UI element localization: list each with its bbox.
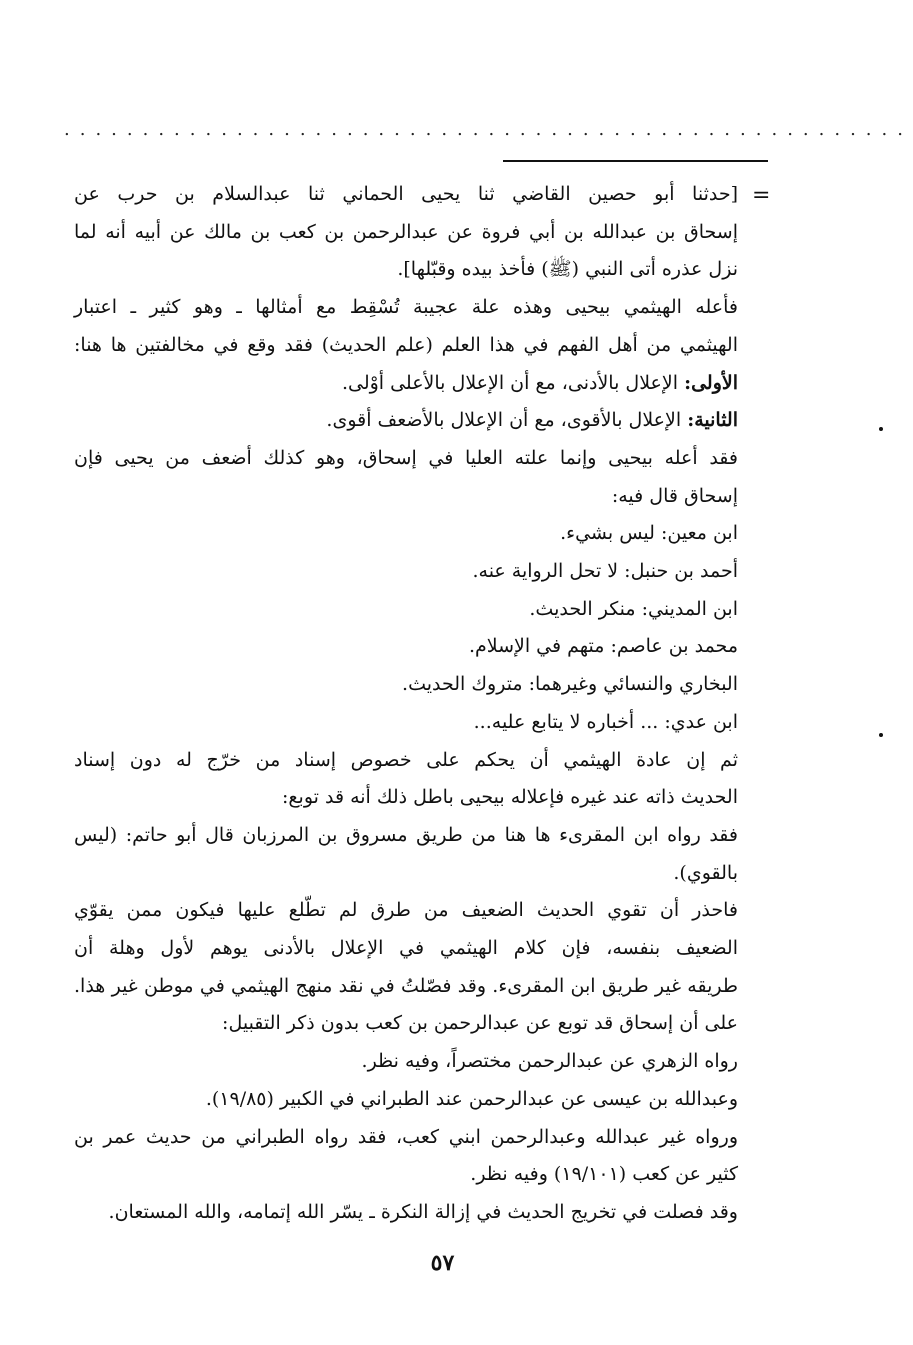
line-text: [حدثنا أبو حصين القاضي ثنا يحيى الحماني ثنا عبدالسلام بن حرب عن [74,183,738,205]
footnote-body [74,176,738,1232]
text-line [74,591,738,629]
line-text: فاحذر أن تقوي الحديث الضعيف من طرق لم تطّلع عليها فيكون ممن يقوّي [74,899,738,922]
line-text: فقد رواه ابن المقرىء ها هنا من طريق مسروق بن المرزبان قال أبو حاتم: (ليس [74,823,738,846]
text-line [74,515,738,553]
line-text: ابن معين: ليس بشيء. [560,522,738,545]
line-text: أحمد بن حنبل: لا تحل الرواية عنه. [472,560,738,583]
line-text: الضعيف بنفسه، فإن كلام الهيثمي في الإعلال بالأدنى يوهم لأول وهلة أن [74,937,738,960]
text-line [74,1005,738,1043]
line-text: إسحاق بن عبدالله بن أبي فروة عن عبدالرحمن بن كعب بن مالك عن أبيه أنه لما [74,220,738,243]
line-lead-label: الثانية: [687,409,738,432]
line-text: محمد بن عاصم: متهم في الإسلام. [468,635,738,658]
line-text: الحديث ذاته عند غيره فإعلاله بيحيى باطل ذلك أنه قد توبع: [282,786,738,809]
line-text: الإعلال بالأقوى، مع أن الإعلال بالأضعف أقوى. [326,409,688,432]
line-text: ابن المديني: منكر الحديث. [529,597,738,620]
line-text: ابن عدي: ... أخباره لا يتابع عليه... [473,710,738,733]
text-line [74,553,738,591]
line-text: ثم إن عادة الهيثمي أن يحكم على خصوص إسناد من خرّج له دون إسناد [74,748,738,771]
margin-dot-mark [879,427,883,431]
text-line [74,779,738,817]
text-line [74,1081,738,1119]
text-line [74,327,738,365]
text-line [74,289,738,327]
line-text: نزل عذره أتى النبي (ﷺ) فأخذ بيده وقبّلها]. [397,258,738,281]
dot-leader: ...................................................... [64,119,913,140]
text-line [74,930,738,968]
line-text: بالقوي). [673,861,738,884]
text-line [74,968,738,1006]
text-line [74,628,738,666]
page-number: ٥٧ [430,1250,455,1276]
text-line [74,1156,738,1194]
text-line [74,1043,738,1081]
margin-continuation-mark: = [752,183,771,208]
line-text: فأعله الهيثمي بيحيى وهذه علة عجيبة تُسْقِط مع أمثالها ـ وهو كثير ـ اعتبار [74,296,738,319]
footnote-rule [503,160,768,162]
text-line [74,704,738,742]
text-line [74,251,738,289]
text-line [74,892,738,930]
text-line [74,176,738,214]
text-line [74,214,738,252]
line-text: الإعلال بالأدنى، مع أن الإعلال بالأعلى أوْلى. [341,371,685,394]
text-line [74,666,738,704]
line-text: فقد أعله بيحيى وإنما علته العليا في إسحاق، وهو كذلك أضعف من يحيى فإن [74,446,738,469]
text-line [74,478,738,516]
line-text: الهيثمي من أهل الفهم في هذا العلم (علم الحديث) فقد وقع في مخالفتين ها هنا: [74,333,738,356]
text-line [74,1119,738,1157]
line-text: وعبدالله بن عيسى عن عبدالرحمن عند الطبراني في الكبير (١٩/٨٥). [205,1087,738,1110]
line-text: إسحاق قال فيه: [611,484,738,507]
text-line [74,1194,738,1232]
line-text: رواه الزهري عن عبدالرحمن مختصراً، وفيه نظر. [361,1050,738,1073]
text-line [74,402,738,440]
text-line [74,855,738,893]
line-text: كثير عن كعب (١٩/١٠١) وفيه نظر. [470,1163,738,1186]
line-text: وقد فصلت في تخريج الحديث في إزالة النكرة ـ يسّر الله إتمامه، والله المستعان. [108,1200,738,1223]
line-text: ورواه غير عبدالله وعبدالرحمن ابني كعب، فقد رواه الطبراني من حديث عمر بن [74,1125,738,1148]
line-text: على أن إسحاق قد توبع عن عبدالرحمن بن كعب بدون ذكر التقبيل: [222,1012,738,1035]
line-lead-label: الأولى: [684,371,738,394]
margin-dot-mark [879,733,883,737]
text-line [74,742,738,780]
text-line [74,440,738,478]
text-line [74,365,738,403]
line-text: طريقه غير طريق ابن المقرىء. وقد فصّلتُ في نقد منهج الهيثمي في موطن غير هذا. [74,974,738,997]
text-line [74,817,738,855]
line-text: البخاري والنسائي وغيرهما: متروك الحديث. [402,673,738,696]
